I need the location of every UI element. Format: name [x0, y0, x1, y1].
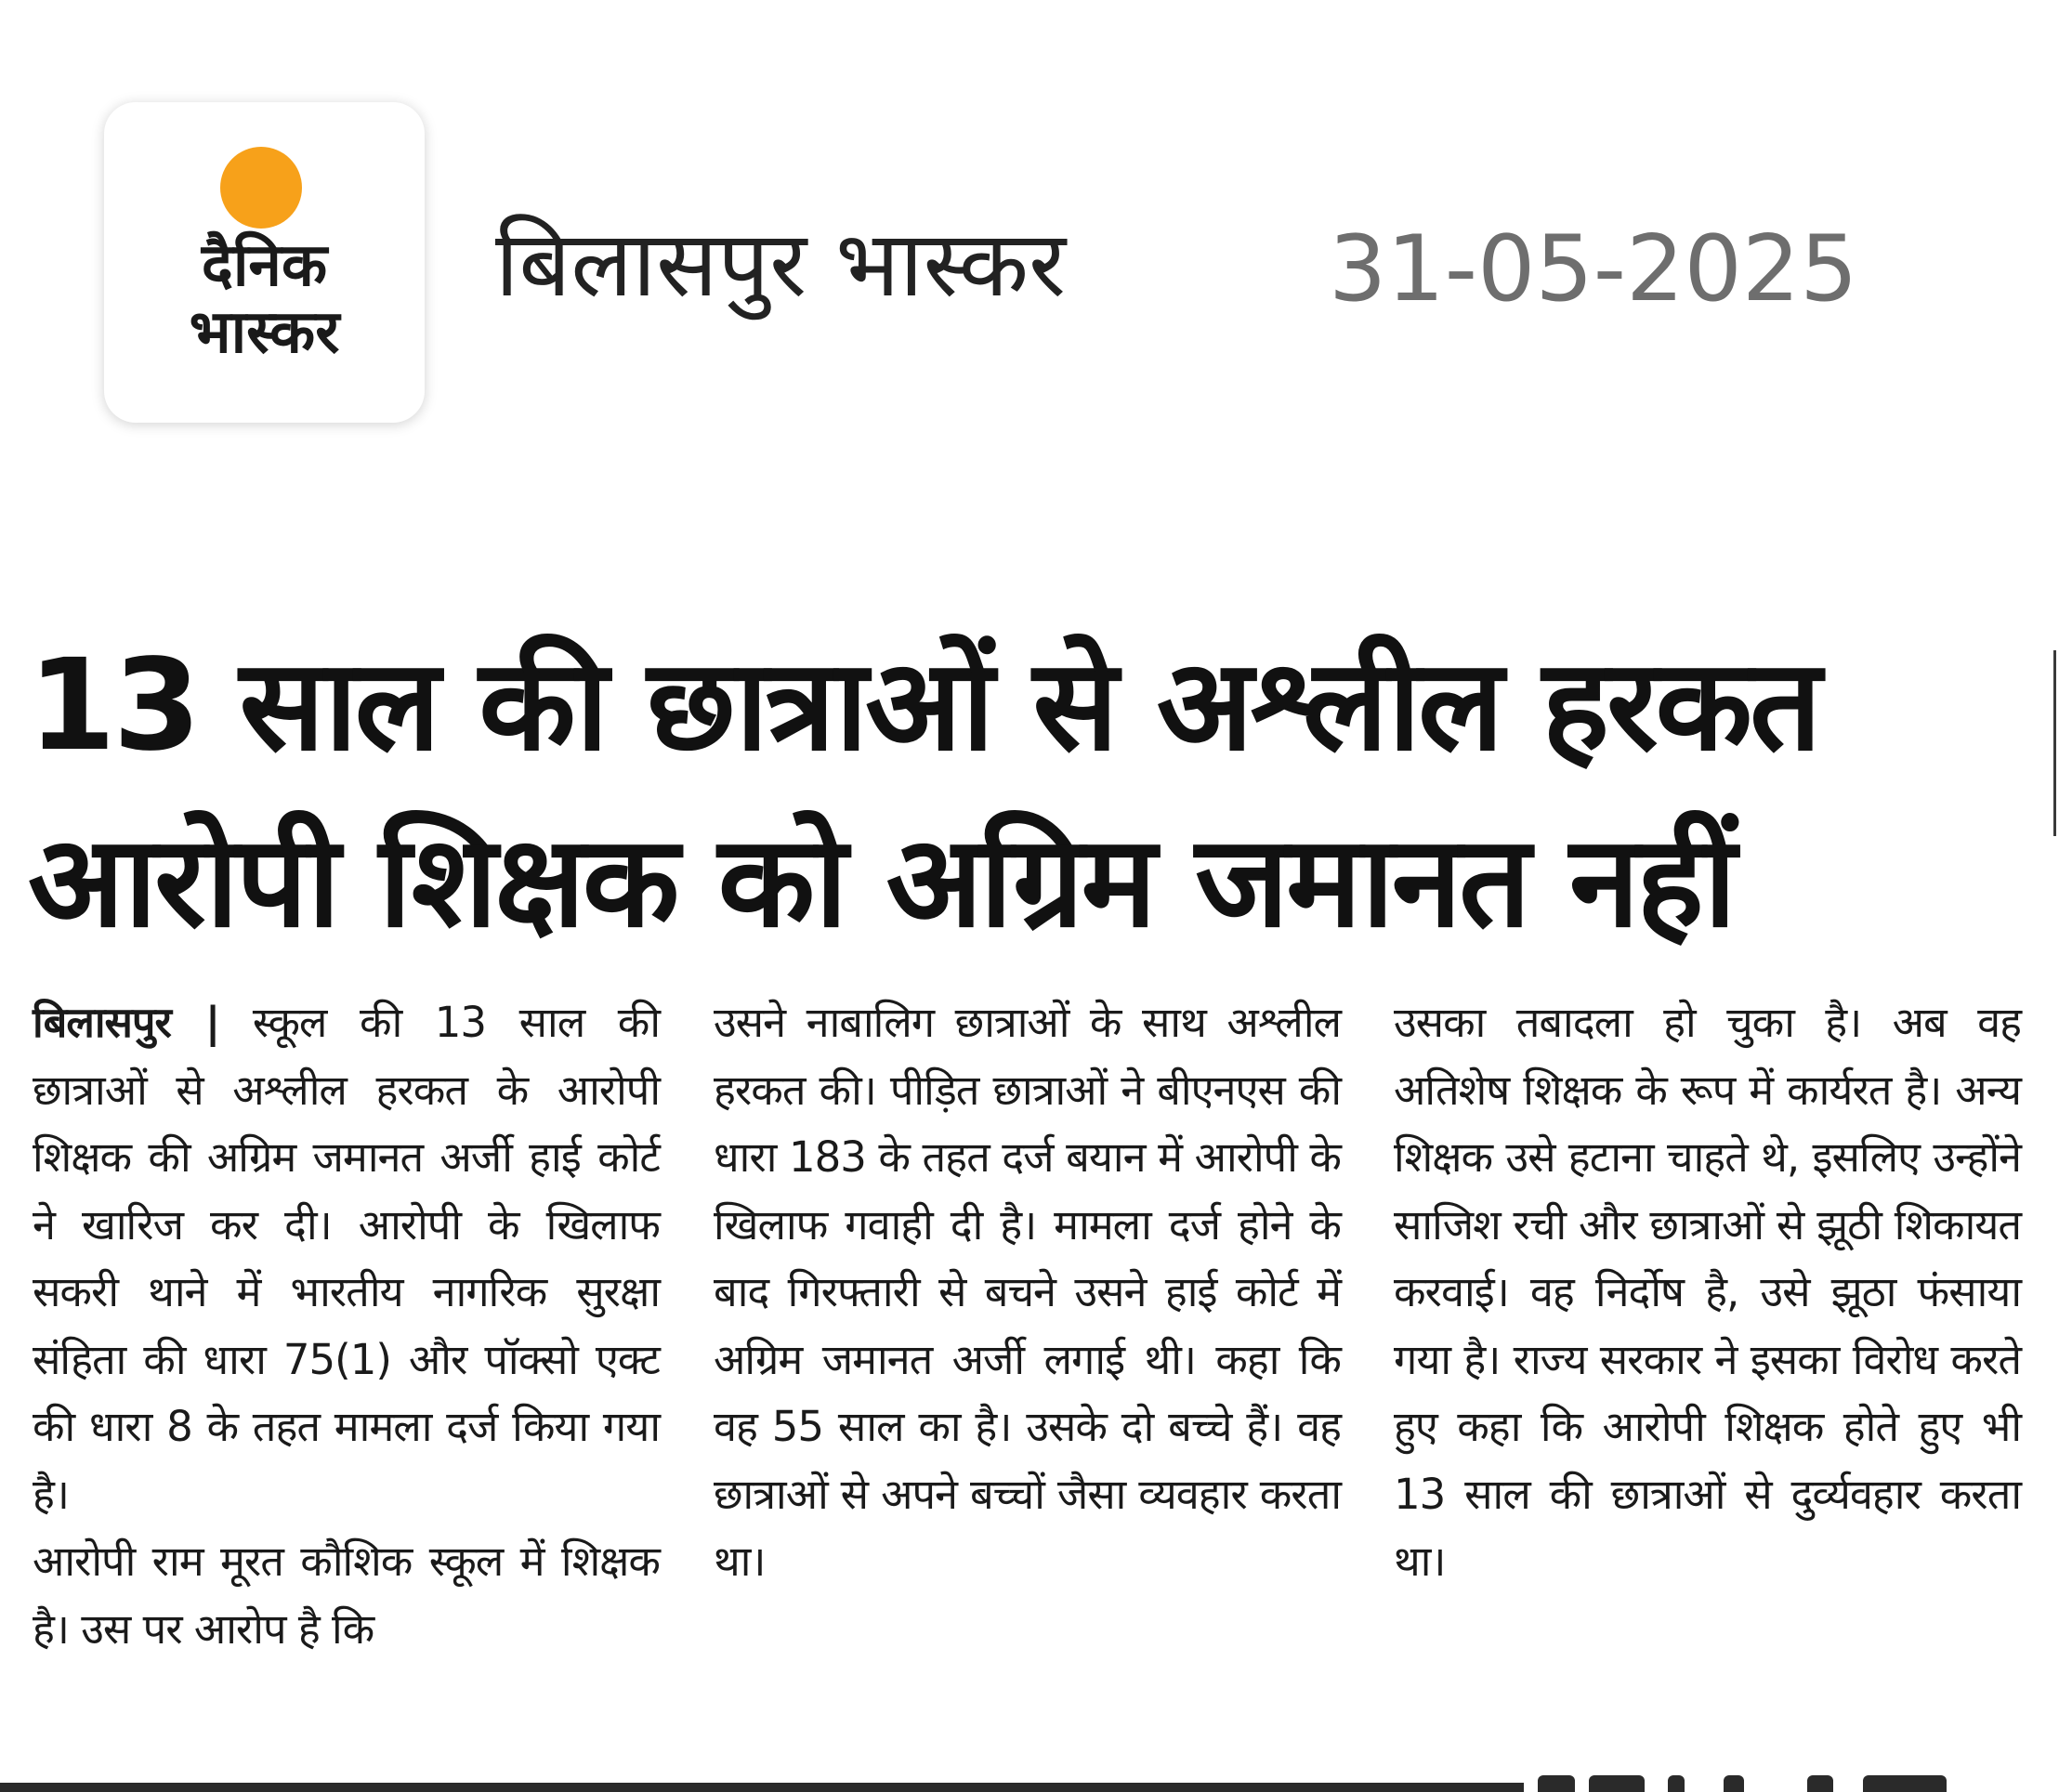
edition-name: बिलासपुर भास्कर — [495, 212, 1067, 318]
article-column-2 — [714, 989, 1341, 1596]
headline-line-1: 13 साल की छात्राओं से अश्लील हरकत — [28, 633, 1819, 779]
dateline: बिलासपुर | — [33, 998, 220, 1047]
column-1-paragraph-1 — [33, 989, 660, 1528]
headline-line-2: आरोपी शिक्षक को अग्रिम जमानत नहीं — [28, 809, 1734, 956]
logo-line-2: भास्कर — [189, 298, 340, 367]
publication-date: 31-05-2025 — [1329, 216, 1858, 322]
column-2-paragraph-1: उसने नाबालिग छात्राओं के साथ अश्लील हरकत की। पीड़ित छात्राओं ने बीएनएस की धारा 183 के तहत दर्ज बयान में आरोपी के खिलाफ गवाही दी है। मामला दर्ज होने के बाद गिरफ्तारी से बचने उसने हाई कोर्ट में अग्रिम जमानत अर्जी लगाई थी। कहा कि वह 55 साल का है। उसके दो बच्चे हैं। वह छात्राओं से अपने बच्चों जैसा व्यवहार करता था। — [714, 998, 1341, 1586]
column-1-text-2: आरोपी राम मूरत कौशिक स्कूल में शिक्षक है। उस पर आरोप है कि — [33, 1537, 660, 1654]
next-article-fragment — [1538, 1770, 2039, 1792]
page-edge-line — [2053, 650, 2056, 836]
article-column-1 — [33, 989, 660, 1663]
bottom-divider — [0, 1783, 1524, 1792]
article-column-3 — [1394, 989, 2021, 1596]
article-body — [33, 989, 2021, 1733]
logo-line-1: दैनिक — [201, 231, 328, 300]
column-1-text-1: स्कूल की 13 साल की छात्राओं से अश्लील हरकत के आरोपी शिक्षक की अग्रिम जमानत अर्जी हाई कोर्ट ने खारिज कर दी। आरोपी के खिलाफ सकरी थाने में भारतीय नागरिक सुरक्षा संहिता की धारा 75(1) और पॉक्सो एक्ट की धारा 8 के तहत मामला दर्ज किया गया है। — [33, 998, 660, 1519]
dainik-bhaskar-logo — [104, 102, 425, 423]
logo-sun-icon — [220, 147, 302, 229]
column-3-paragraph-1: उसका तबादला हो चुका है। अब वह अतिशेष शिक्षक के रूप में कार्यरत है। अन्य शिक्षक उसे हटाना चाहते थे, इसलिए उन्होंने साजिश रची और छात्राओं से झूठी शिकायत करवाई। वह निर्दोष है, उसे झूठा फंसाया गया है। राज्य सरकार ने इसका विरोध करते हुए कहा कि आरोपी शिक्षक होते हुए भी 13 साल की छात्राओं से दुर्व्यवहार करता था। — [1394, 998, 2021, 1586]
column-1-paragraph-2 — [33, 1528, 660, 1663]
logo-wordmark — [123, 232, 406, 366]
article-headline — [28, 618, 2026, 971]
